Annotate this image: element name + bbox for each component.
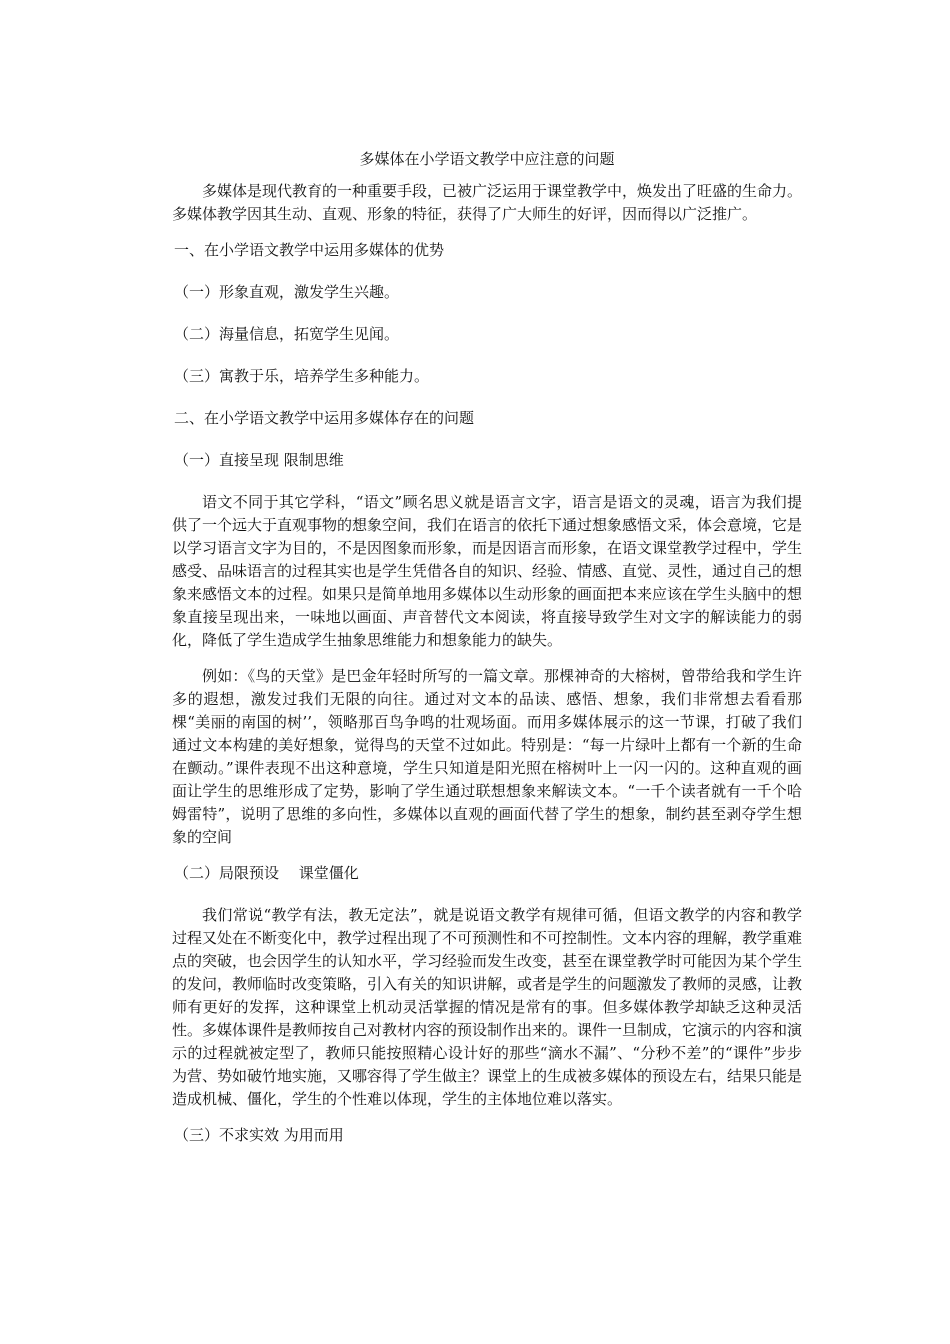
body-paragraph: 语文不同于其它学科，“语文”顾名思义就是语言文字，语言是语文的灵魂，语言为我们提供了一个远大于直观事物的想象空间，我们在语言的依托下通过想象感悟文采，体会意境，它是以学习语言文字为目的，不是因图象而形象，而是因语言而形象，在语文课堂教学过程中，学生感受、品味语言的过程其实也是学生凭借各自的知识、经验、情感、直觉、灵性，通过自己的想象来感悟文本的过程。如果只是简单地用多媒体以生动形象的画面把本来应该在学生头脑中的想象直接呈现出来，一味地以画面、声音替代文本阅读，将直接导致学生对文字的解读能力的弱化，降低了学生造成学生抽象思维能力和想象能力的缺失。 <box>172 493 803 649</box>
subheading-advantage-1: （一）形象直观，激发学生兴趣。 <box>174 283 400 301</box>
subheading-problem-2: （二）局限预设 课堂僵化 <box>174 864 359 882</box>
document-title: 多媒体在小学语文教学中应注意的问题 <box>359 150 615 168</box>
section-heading-advantages: 一、在小学语文教学中运用多媒体的优势 <box>174 241 445 259</box>
body-paragraph: 例如：《鸟的天堂》是巴金年轻时所写的一篇文章。那棵神奇的大榕树，曾带给我和学生许多的遐想，激发过我们无限的向往。通过对文本的品读、感悟、想象，我们非常想去看看那棵“美丽的南国的树’’，领略那百鸟争鸣的壮观场面。而用多媒体展示的这一节课，打破了我们通过文本构建的美好想象，觉得鸟的天堂不过如此。特别是：“每一片绿叶上都有一个新的生命在颤动。”课件表现不出这种意境，学生只知道是阳光照在榕树叶上一闪一闪的。这种直观的画面让学生的思维形成了定势，影响了学生通过联想想象来解读文本。“一千个读者就有一千个哈姆雷特”，说明了思维的多向性，多媒体以直观的画面代替了学生的想象，制约甚至剥夺学生想象的空间 <box>172 667 802 846</box>
intro-paragraph: 多媒体是现代教育的一种重要手段，已被广泛运用于课堂教学中，焕发出了旺盛的生命力。多媒体教学因其生动、直观、形象的特征，获得了广大师生的好评，因而得以广泛推广。 <box>172 182 803 223</box>
body-paragraph: 我们常说“教学有法，教无定法”，就是说语文教学有规律可循，但语文教学的内容和教学过程又处在不断变化中，教学过程出现了不可预测性和不可控制性。文本内容的理解，教学重难点的突破，也会因学生的认知水平，学习经验而发生改变，甚至在课堂教学时可能因为某个学生的发问，教师临时改变策略，引入有关的知识讲解，或者是学生的问题激发了教师的灵感，让教师有更好的发挥，这种课堂上机动灵活掌握的情况是常有的事。但多媒体教学却缺乏这种灵活性。多媒体课件是教师按自己对教材内容的预设制作出来的。课件一旦制成，它演示的内容和演示的过程就被定型了，教师只能按照精心设计好的那些“滴水不漏”、“分秒不差”的“课件”步步为营、势如破竹地实施，又哪容得了学生做主？课堂上的生成被多媒体的预设左右，结果只能是造成机械、僵化，学生的个性难以体现，学生的主体地位难以落实。 <box>172 906 803 1108</box>
section-heading-problems: 二、在小学语文教学中运用多媒体存在的问题 <box>174 409 475 427</box>
subheading-problem-3: （三）不求实效 为用而用 <box>174 1126 344 1144</box>
subheading-problem-1: （一）直接呈现 限制思维 <box>174 451 344 469</box>
subheading-advantage-3: （三）寓教于乐，培养学生多种能力。 <box>174 367 430 385</box>
document-page <box>172 148 802 1166</box>
subheading-advantage-2: （二）海量信息，拓宽学生见闻。 <box>174 325 400 343</box>
